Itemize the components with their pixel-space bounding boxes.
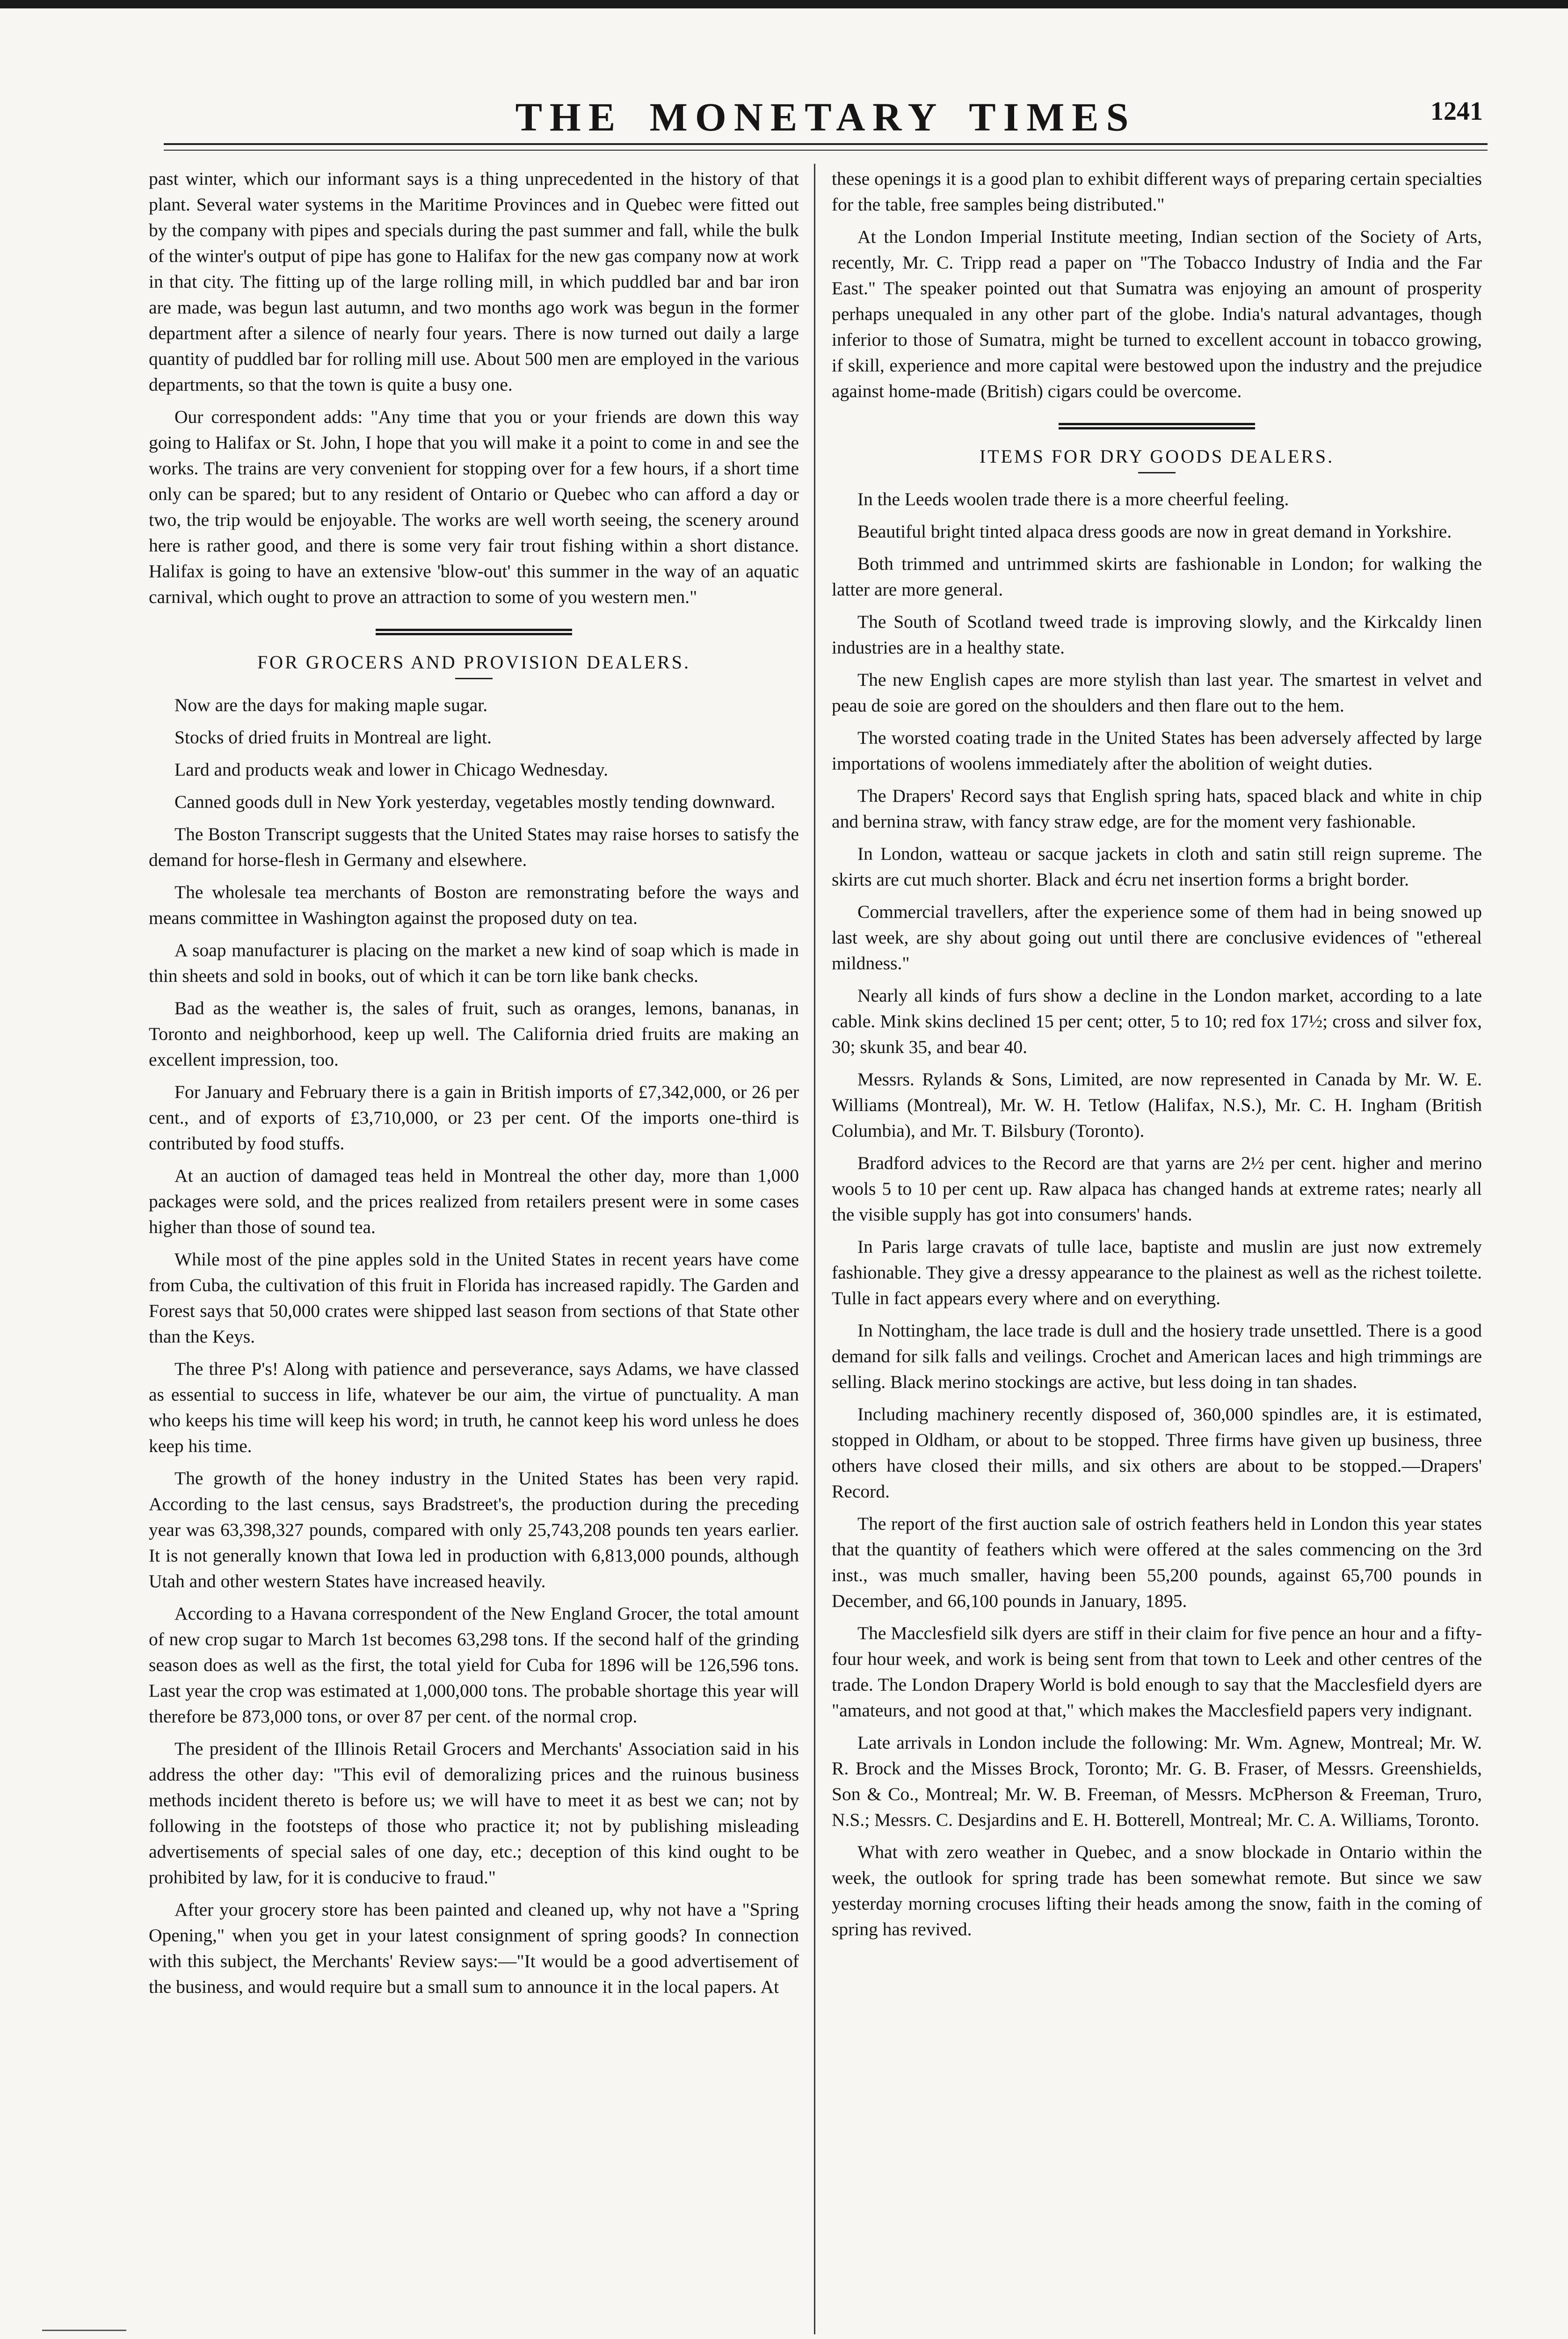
news-item: The worsted coating trade in the United States has been adversely affected by large importations of woolens immediately after the abolition of weight duties. xyxy=(832,727,1482,774)
news-item: The South of Scotland tweed trade is improving slowly, and the Kirkcaldy linen industries are in a healthy state. xyxy=(832,611,1482,658)
masthead-title: THE MONETARY TIMES xyxy=(515,94,1136,139)
section-heading-dry-goods: ITEMS FOR DRY GOODS DEALERS. xyxy=(979,446,1335,467)
news-item: In Paris large cravats of tulle lace, baptiste and muslin are just now extremely fashionable. They give a dressy appearance to the plainest as well as the richest toilette. Tulle in fact appears every where and on everything. xyxy=(832,1236,1482,1308)
news-item: Nearly all kinds of furs show a decline in the London market, according to a late cable. Mink skins declined 15 per cent; otter, 5 to 10; red fox 17½; cross and silver fox, 30; skunk 35, and bear 40. xyxy=(832,985,1482,1057)
section-separator xyxy=(1059,423,1255,429)
news-item: For January and February there is a gain in British imports of £7,342,000, or 26 per cent., and of exports of £3,710,000, or 23 per cent. Of the imports one-third is contributed by food stuffs. xyxy=(149,1082,799,1154)
article-paragraph: these openings it is a good plan to exhibit different ways of preparing certain specialties for the table, free samples being distributed." xyxy=(832,168,1482,215)
news-item: The Boston Transcript suggests that the United States may raise horses to satisfy the demand for horse-flesh in Germany and elsewhere. xyxy=(149,824,799,870)
article-paragraph: Our correspondent adds: "Any time that you or your friends are down this way going to Halifax or St. John, I hope that you will make it a point to come in and see the works. The trains are very convenient for stopping over for a few hours, if a short time only can be spared; but to any resident of Ontario or Quebec who can afford a day or two, the trip would be enjoyable. The works are well worth seeing, the scenery around here is rather good, and there is some very fair trout fishing within a short distance. Halifax is going to have an extensive 'blow-out' this summer in the way of an aquatic carnival, which ought to prove an attraction to some of you western men." xyxy=(149,407,799,607)
news-item: Late arrivals in London include the following: Mr. Wm. Agnew, Montreal; Mr. W. R. Brock and the Misses Brock, Toronto; Mr. G. B. Fraser, of Messrs. Greenshields, Son & Co., Montreal; Mr. W. B. Freeman, of Messrs. McPherson & Freeman, Truro, N.S.; Messrs. C. Desjardins and E. H. Botterell, Montreal; Mr. C. A. Williams, Toronto. xyxy=(832,1732,1482,1830)
top-border-rule xyxy=(0,0,1568,8)
heading-dash xyxy=(455,678,493,679)
news-item: A soap manufacturer is placing on the market a new kind of soap which is made in thin sheets and sold in books, out of which it can be torn like bank checks. xyxy=(149,940,799,986)
news-item: Commercial travellers, after the experience some of them had in being snowed up last week, are shy about going out until there are conclusive evidences of "ethereal mildness." xyxy=(832,901,1482,973)
news-item: Lard and products weak and lower in Chicago Wednesday. xyxy=(174,759,608,780)
news-item: According to a Havana correspondent of the New England Grocer, the total amount of new crop sugar to March 1st becomes 63,298 tons. If the second half of the grinding season does as well as the first, the total yield for Cuba for 1896 will be 126,596 tons. Last year the crop was estimated at 1,000,000 tons. The probable shortage this year will therefore be 873,000 tons, or over 87 per cent. of the normal crop. xyxy=(149,1603,799,1727)
news-item: The growth of the honey industry in the United States has been very rapid. According to the last census, says Bradstreet's, the production during the preceding year was 63,398,327 pounds, compared with only 25,743,208 pounds ten years earlier. It is not generally known that Iowa led in production with 6,813,000 pounds, although Utah and other western States have increased heavily. xyxy=(149,1468,799,1591)
column-divider xyxy=(814,164,815,2334)
news-item: What with zero weather in Quebec, and a snow blockade in Ontario within the week, the outlook for spring trade has been somewhat remote. But since we saw yesterday morning crocuses lifting their heads among the snow, faith in the coming of spring has revived. xyxy=(832,1842,1482,1939)
news-item: Bradford advices to the Record are that yarns are 2½ per cent. higher and merino wools 5 to 10 per cent up. Raw alpaca has changed hands at extreme rates; nearly all the visible supply has got into consumers' hands. xyxy=(832,1153,1482,1225)
news-item: Both trimmed and untrimmed skirts are fashionable in London; for walking the latter are more general. xyxy=(832,553,1482,600)
news-item: The new English capes are more stylish than last year. The smartest in velvet and peau de soie are gored on the shoulders and then flare out to the hem. xyxy=(832,669,1482,716)
news-item: Canned goods dull in New York yesterday, vegetables mostly tending downward. xyxy=(174,792,776,812)
news-item: At an auction of damaged teas held in Montreal the other day, more than 1,000 packages were sold, and the prices realized from retailers present were in some cases higher than those of sound tea. xyxy=(149,1165,799,1237)
article-paragraph: past winter, which our informant says is a thing unprecedented in the history of that plant. Several water systems in the Maritime Provinces and in Quebec were fitted out by the company with pipes and specials during the past summer and fall, while the bulk of the winter's output of pipe has gone to Halifax for the new gas company now at work in that city. The fitting up of the large rolling mill, in which puddled bar and bar iron are made, was begun last autumn, and two months ago work was begun in the former department after a silence of nearly four years. There is now turned out daily a large quantity of puddled bar for rolling mill use. About 500 men are employed in the various departments, so that the town is quite a busy one. xyxy=(149,168,799,395)
news-item: The three P's! Along with patience and perseverance, says Adams, we have classed as essential to success in life, whatever be our aim, the virtue of punctuality. A man who keeps his time will keep his word; in truth, he cannot keep his word unless he does keep his time. xyxy=(149,1358,799,1456)
news-item: The president of the Illinois Retail Grocers and Merchants' Association said in his address the other day: "This evil of demoralizing prices and the ruinous business methods incident thereto is before us; we will have to meet it as best we can; not by following in the footsteps of those who practice it; not by publishing misleading advertisements of special sales of one day, etc.; deception of this kind ought to be prohibited by law, for it is conducive to fraud." xyxy=(149,1738,799,1888)
news-item: Including machinery recently disposed of, 360,000 spindles are, it is estimated, stopped in Oldham, or about to be stopped. Three firms have given up business, three others have closed their mills, and six others are about to be stopped.—Drapers' Record. xyxy=(832,1404,1482,1502)
left-column xyxy=(149,166,799,2006)
news-item: Beautiful bright tinted alpaca dress goods are now in great demand in Yorkshire. xyxy=(857,521,1452,542)
news-item: Now are the days for making maple sugar. xyxy=(174,695,488,715)
news-item: Stocks of dried fruits in Montreal are light. xyxy=(174,727,492,748)
header-double-rule xyxy=(164,143,1488,151)
heading-dash xyxy=(1138,472,1176,473)
page-header xyxy=(164,94,1488,145)
footer-mark xyxy=(42,2330,126,2331)
news-item: In London, watteau or sacque jackets in cloth and satin still reign supreme. The skirts are cut much shorter. Black and écru net insertion forms a bright border. xyxy=(832,843,1482,890)
section-separator xyxy=(376,629,572,635)
news-item: Messrs. Rylands & Sons, Limited, are now represented in Canada by Mr. W. E. Williams (Montreal), Mr. W. H. Tetlow (Halifax, N.S.), Mr. C. H. Ingham (British Columbia), and Mr. T. Bilsbury (Toronto). xyxy=(832,1069,1482,1141)
news-item: While most of the pine apples sold in the United States in recent years have come from Cuba, the cultivation of this fruit in Florida has increased rapidly. The Garden and Forest says that 50,000 crates were shipped last season from sections of that State other than the Keys. xyxy=(149,1249,799,1347)
page-number: 1241 xyxy=(1430,97,1483,126)
news-item: Bad as the weather is, the sales of fruit, such as oranges, lemons, bananas, in Toronto and neighborhood, keep up well. The California dried fruits are making an excellent impression, too. xyxy=(149,998,799,1070)
news-item: The Macclesfield silk dyers are stiff in their claim for five pence an hour and a fifty-four hour week, and work is being sent from that town to Leek and other centres of the trade. The London Drapery World is bold enough to say that the Macclesfield dyers are "amateurs, and not good at that," which makes the Macclesfield papers very indignant. xyxy=(832,1623,1482,1721)
article-paragraph: At the London Imperial Institute meeting, Indian section of the Society of Arts, recently, Mr. C. Tripp read a paper on "The Tobacco Industry of India and the Far East." The speaker pointed out that Sumatra was enjoying an amount of prosperity perhaps unequaled in any other part of the globe. India's natural advantages, though inferior to those of Sumatra, might be turned to excellent account in tobacco growing, if skill, experience and more capital were bestowed upon the industry and the prejudice against home-made (British) cigars could be overcome. xyxy=(832,226,1482,401)
news-item: In the Leeds woolen trade there is a more cheerful feeling. xyxy=(857,489,1289,509)
news-item: The report of the first auction sale of ostrich feathers held in London this year states that the quantity of feathers which were offered at the sales commencing on the 3rd inst., was much smaller, having been 55,200 pounds, against 65,700 pounds in December, and 66,100 pounds in January, 1895. xyxy=(832,1513,1482,1611)
right-column xyxy=(832,166,1482,1949)
section-heading-grocers: FOR GROCERS AND PROVISION DEALERS. xyxy=(257,652,691,673)
news-item: After your grocery store has been painted and cleaned up, why not have a "Spring Opening," when you get in your latest consignment of spring goods? In connection with this subject, the Merchants' Review says:—"It would be a good advertisement of the business, and would require but a small sum to announce it in the local papers. At xyxy=(149,1899,799,1997)
news-item: The Drapers' Record says that English spring hats, spaced black and white in chip and bernina straw, with fancy straw edge, are for the moment very fashionable. xyxy=(832,785,1482,832)
news-item: The wholesale tea merchants of Boston are remonstrating before the ways and means committee in Washington against the proposed duty on tea. xyxy=(149,882,799,928)
news-item: In Nottingham, the lace trade is dull and the hosiery trade unsettled. There is a good demand for silk falls and veilings. Crochet and American laces and high trimmings are selling. Black merino stockings are active, but less doing in tan shades. xyxy=(832,1320,1482,1392)
